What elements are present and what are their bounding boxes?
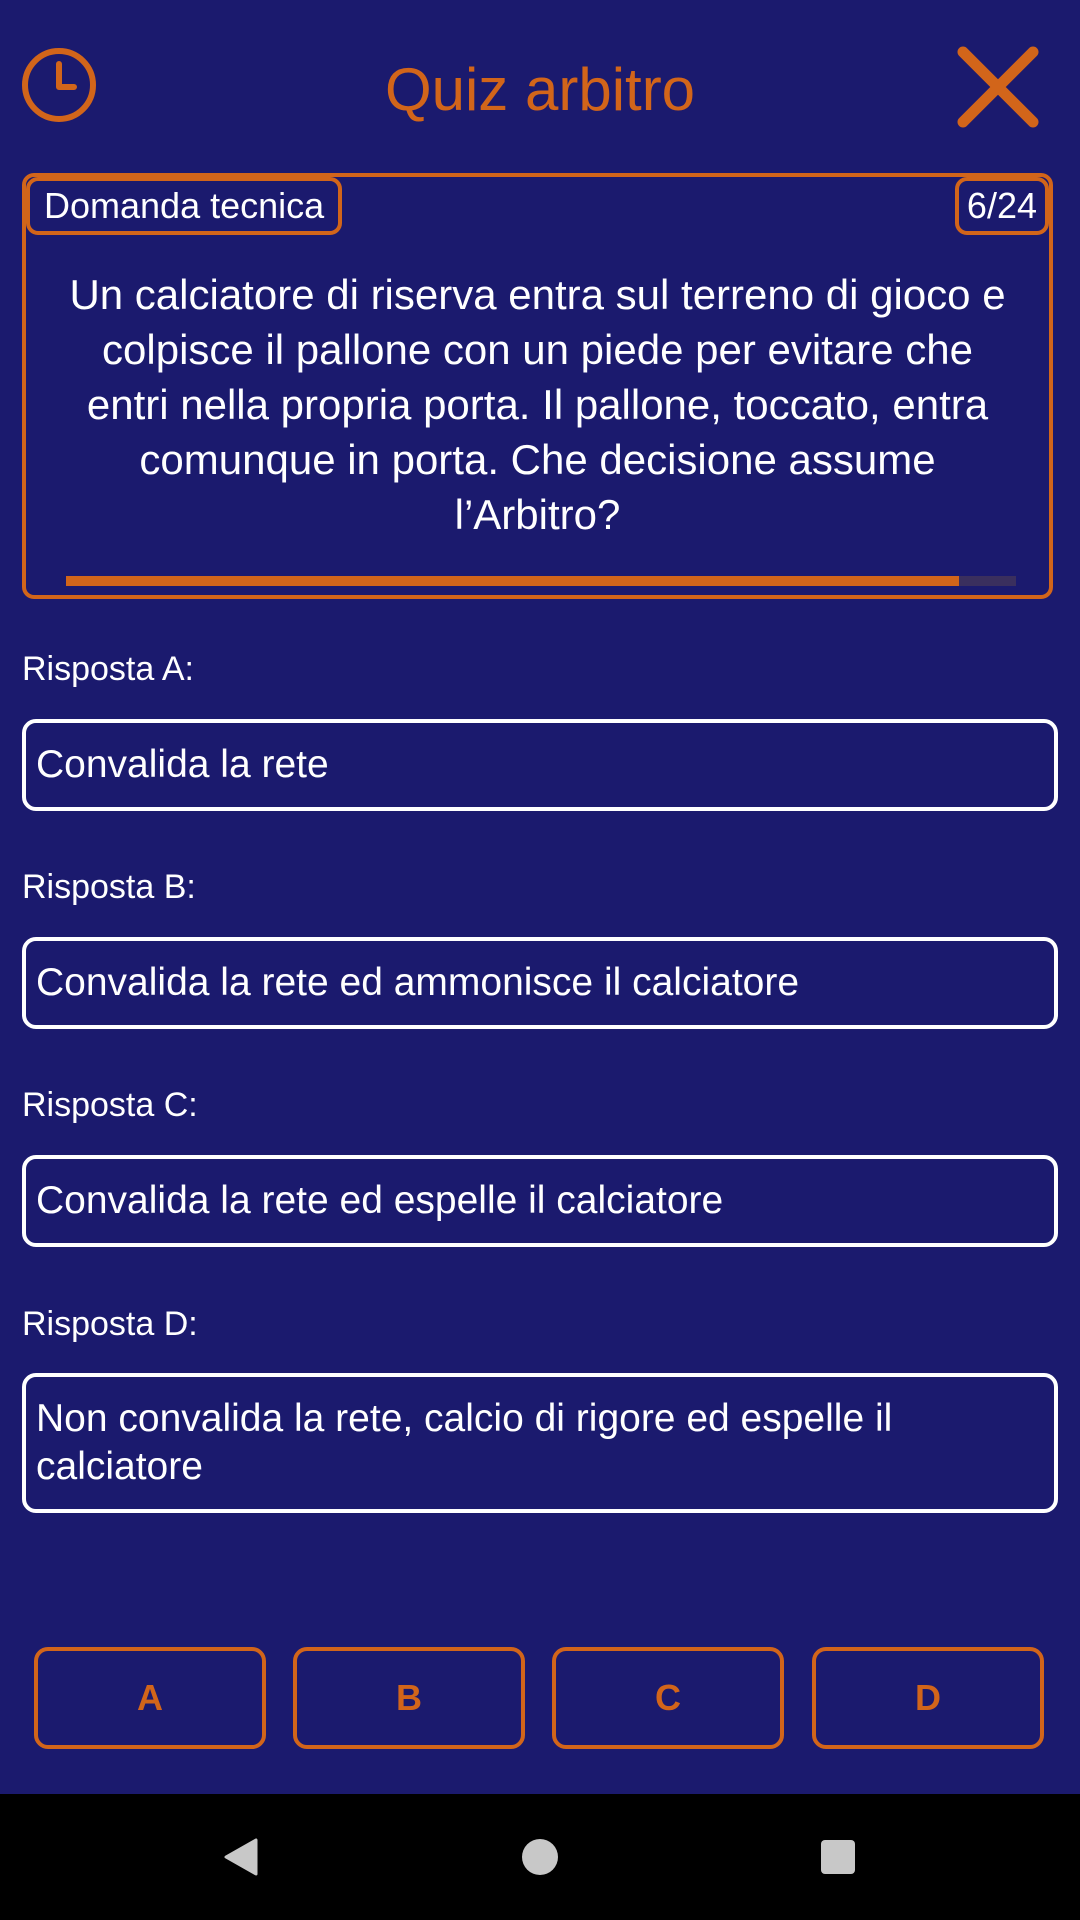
choice-a-button[interactable]: A [34, 1647, 266, 1749]
system-nav-bar [0, 1794, 1080, 1920]
answer-c-label: Risposta C: [22, 1086, 198, 1124]
answer-c-option[interactable]: Convalida la rete ed espelle il calciatore [22, 1155, 1058, 1247]
page-title: Quiz arbitro [384, 56, 696, 123]
answer-d-label: Risposta D: [22, 1305, 198, 1343]
answer-d-option[interactable]: Non convalida la rete, calcio di rigore ed espelle il calciatore [22, 1373, 1058, 1513]
choice-c-button[interactable]: C [552, 1647, 784, 1749]
timer-progress-bar [66, 576, 1016, 586]
back-icon[interactable] [216, 1832, 266, 1882]
answer-b-option[interactable]: Convalida la rete ed ammonisce il calciatore [22, 937, 1058, 1029]
recents-icon[interactable] [813, 1832, 863, 1882]
choice-b-button[interactable]: B [293, 1647, 525, 1749]
home-icon[interactable] [515, 1832, 565, 1882]
question-card [22, 173, 1053, 599]
answer-a-option[interactable]: Convalida la rete [22, 719, 1058, 811]
answer-b-label: Risposta B: [22, 868, 196, 906]
answer-a-label: Risposta A: [22, 650, 194, 688]
question-text: Un calciatore di riserva entra sul terreno di gioco e colpisce il pallone con un piede per evitare che entri nella propria porta. Il pallone, toccato, entra comunque in porta. Che decisione assume l’Arbitro? [69, 271, 1006, 538]
choice-d-button[interactable]: D [812, 1647, 1044, 1749]
category-badge: Domanda tecnica [26, 177, 342, 235]
timer-progress-fill [66, 576, 959, 586]
top-bar [0, 0, 1080, 170]
close-icon[interactable] [955, 44, 1041, 130]
question-counter: 6/24 [955, 177, 1049, 235]
